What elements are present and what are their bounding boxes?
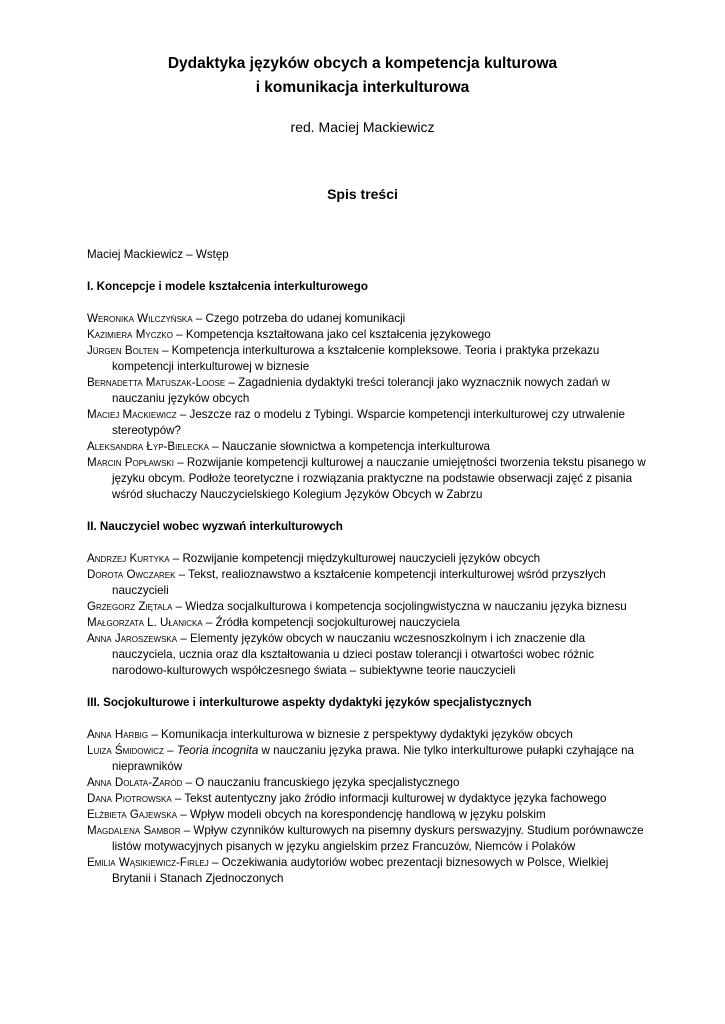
entry-separator: – bbox=[169, 552, 183, 565]
entry-separator: – bbox=[192, 312, 206, 325]
toc-entry bbox=[87, 327, 647, 343]
toc-entry bbox=[87, 375, 647, 407]
toc-heading: Spis treści bbox=[327, 186, 398, 202]
entry-separator: – bbox=[158, 344, 172, 357]
entry-title: Jeszcze raz o modelu z Tybingi. Wsparcie kompetencji interkulturowej czy utrwalenie stereotypów? bbox=[112, 408, 625, 437]
entry-author: Bernadetta Matuszak-Loose bbox=[87, 376, 226, 389]
entry-title: Tekst, realioznawstwo a kształcenie kompetencji interkulturowej wśród przyszłych nauczycieli bbox=[112, 568, 606, 597]
toc-entry bbox=[87, 727, 647, 743]
entry-separator: – bbox=[208, 440, 222, 453]
entry-author: Weronika Wilczyńska bbox=[87, 312, 193, 325]
entry-author: Elżbieta Gajewska bbox=[87, 808, 178, 821]
toc-entry bbox=[87, 791, 647, 807]
entry-separator: – bbox=[172, 600, 186, 613]
entry-title: Nauczanie słownictwa a kompetencja interkulturowa bbox=[221, 440, 490, 453]
entry-title: Wpływ czynników kulturowych na pisemny dyskurs perswazyjny. Studium porównawcze listów motywacyjnych pisanych w języku angielskim przez Francuzów, Niemców i Polaków bbox=[112, 824, 644, 853]
entry-separator: – bbox=[176, 408, 190, 421]
entry-title-italic: Teoria incognita bbox=[176, 744, 259, 757]
entry-author: Anna Harbig bbox=[87, 728, 149, 741]
section-title: II. Nauczyciel wobec wyzwań interkulturowych bbox=[87, 520, 343, 533]
entry-title: Źródła kompetencji socjokulturowej nauczyciela bbox=[215, 616, 460, 629]
book-title-line-2: i komunikacja interkulturowa bbox=[255, 79, 470, 96]
book-title bbox=[0, 52, 725, 100]
entry-separator: – bbox=[182, 776, 196, 789]
entry-separator: – bbox=[163, 744, 177, 757]
toc-entry bbox=[87, 631, 647, 679]
entry-title: Rozwijanie kompetencji kulturowej a nauczanie umiejętności tworzenia tekstu pisanego w języku obcym. Podłoże teoretyczne i rozwiązania praktyczne na podstawie obserwacji zajęć z pisania wśród słuchaczy Nauczycielskiego Kolegium Języków Obcych w Zabrzu bbox=[112, 456, 646, 501]
entry-title: Wiedza socjalkulturowa i kompetencja socjolingwistyczna w nauczaniu języka biznesu bbox=[185, 600, 627, 613]
entry-title: O nauczaniu francuskiego języka specjalistycznego bbox=[195, 776, 460, 789]
entry-author: Kazimiera Myczko bbox=[87, 328, 173, 341]
entry-title: w nauczaniu języka prawa. Nie tylko interkulturowe pułapki czyhające na nieprawników bbox=[112, 744, 634, 773]
toc-entry bbox=[87, 439, 647, 455]
entry-separator: – bbox=[148, 728, 162, 741]
toc-entry bbox=[87, 455, 647, 503]
entry-title: Komunikacja interkulturowa w biznesie z perspektywy dydaktyki języków obcych bbox=[161, 728, 573, 741]
entry-author: Dana Piotrowska bbox=[87, 792, 172, 805]
entry-author: Aleksandra Łyp-Bielecka bbox=[87, 440, 209, 453]
entry-author: Anna Jaroszewska bbox=[87, 632, 178, 645]
toc-entry bbox=[87, 807, 647, 823]
entry-title: Kompetencja interkulturowa a kształcenie kompleksowe. Teoria i praktyka przekazu kompetencji interkulturowej w biznesie bbox=[112, 344, 600, 373]
entry-author: Luiza Śmidowicz bbox=[87, 744, 164, 757]
section-title: III. Socjokulturowe i interkulturowe aspekty dydaktyki języków specjalistycznych bbox=[87, 696, 532, 709]
entry-separator: – bbox=[225, 376, 239, 389]
book-title-line-1: Dydaktyka języków obcych a kompetencja kulturowa bbox=[167, 55, 558, 72]
entry-author: Grzegorz Ziętala bbox=[87, 600, 173, 613]
entry-title: Elementy języków obcych w nauczaniu wczesnoszkolnym i ich znaczenie dla nauczyciela, ucznia oraz dla kształtowania u dzieci postaw tolerancji i otwartości wobec różnic narodowo-kulturowych współczesnego świata – subiektywne teorie nauczycieli bbox=[112, 632, 595, 677]
entry-separator: – bbox=[180, 824, 194, 837]
entry-title: Wpływ modeli obcych na korespondencję handlową w języku polskim bbox=[189, 808, 546, 821]
entry-author: Maciej Mackiewicz bbox=[87, 408, 177, 421]
entry-author: Marcin Popławski bbox=[87, 456, 174, 469]
entry-author: Andrzej Kurtyka bbox=[87, 552, 170, 565]
entry-separator: – bbox=[177, 808, 190, 821]
toc-entry bbox=[87, 567, 647, 599]
toc-intro-entry: Maciej Mackiewicz – Wstęp bbox=[87, 248, 229, 261]
entry-separator: – bbox=[172, 328, 186, 341]
entry-title: Tekst autentyczny jako źródło informacji kulturowej w dydaktyce języka fachowego bbox=[184, 792, 607, 805]
entry-title: Rozwijanie kompetencji międzykulturowej nauczycieli języków obcych bbox=[182, 552, 541, 565]
entry-author: Emilia Wąsikiewicz-Firlej bbox=[87, 856, 209, 869]
toc-entry bbox=[87, 551, 647, 567]
toc-entry bbox=[87, 599, 647, 615]
toc-entry bbox=[87, 743, 647, 775]
toc-entry bbox=[87, 615, 647, 631]
entry-title: Oczekiwania audytoriów wobec prezentacji biznesowych w Polsce, Wielkiej Brytanii i Stanach Zjednoczonych bbox=[112, 856, 609, 885]
entry-author: Jürgen Bolten bbox=[87, 344, 159, 357]
editor-line: red. Maciej Mackiewicz bbox=[290, 119, 435, 135]
toc-entry bbox=[87, 775, 647, 791]
toc-section bbox=[87, 519, 647, 679]
toc-entry bbox=[87, 855, 647, 887]
section-title: I. Koncepcje i modele kształcenia interkulturowego bbox=[87, 280, 368, 293]
toc-sections bbox=[87, 279, 647, 887]
toc-section bbox=[87, 279, 647, 503]
entry-separator: – bbox=[171, 792, 185, 805]
toc-section bbox=[87, 695, 647, 887]
entry-separator: – bbox=[174, 456, 187, 469]
toc-content bbox=[87, 247, 647, 903]
entry-title: Czego potrzeba do udanej komunikacji bbox=[205, 312, 406, 325]
entry-author: Anna Dolata-Zaród bbox=[87, 776, 183, 789]
entry-title: Kompetencja kształtowana jako cel kształcenia językowego bbox=[185, 328, 491, 341]
entry-separator: – bbox=[202, 616, 216, 629]
toc-entry bbox=[87, 407, 647, 439]
toc-entry bbox=[87, 343, 647, 375]
entry-author: Magdalena Sambor bbox=[87, 824, 181, 837]
entry-title: Zagadnienia dydaktyki treści tolerancji jako wyznacznik nowych zadań w nauczaniu języków obcych bbox=[112, 376, 610, 405]
entry-separator: – bbox=[175, 568, 189, 581]
toc-entry bbox=[87, 823, 647, 855]
entry-separator: – bbox=[177, 632, 190, 645]
entry-author: Dorota Owczarek bbox=[87, 568, 176, 581]
entry-separator: – bbox=[208, 856, 222, 869]
toc-entry bbox=[87, 311, 647, 327]
entry-author: Małgorzata L. Ułanicka bbox=[87, 616, 203, 629]
